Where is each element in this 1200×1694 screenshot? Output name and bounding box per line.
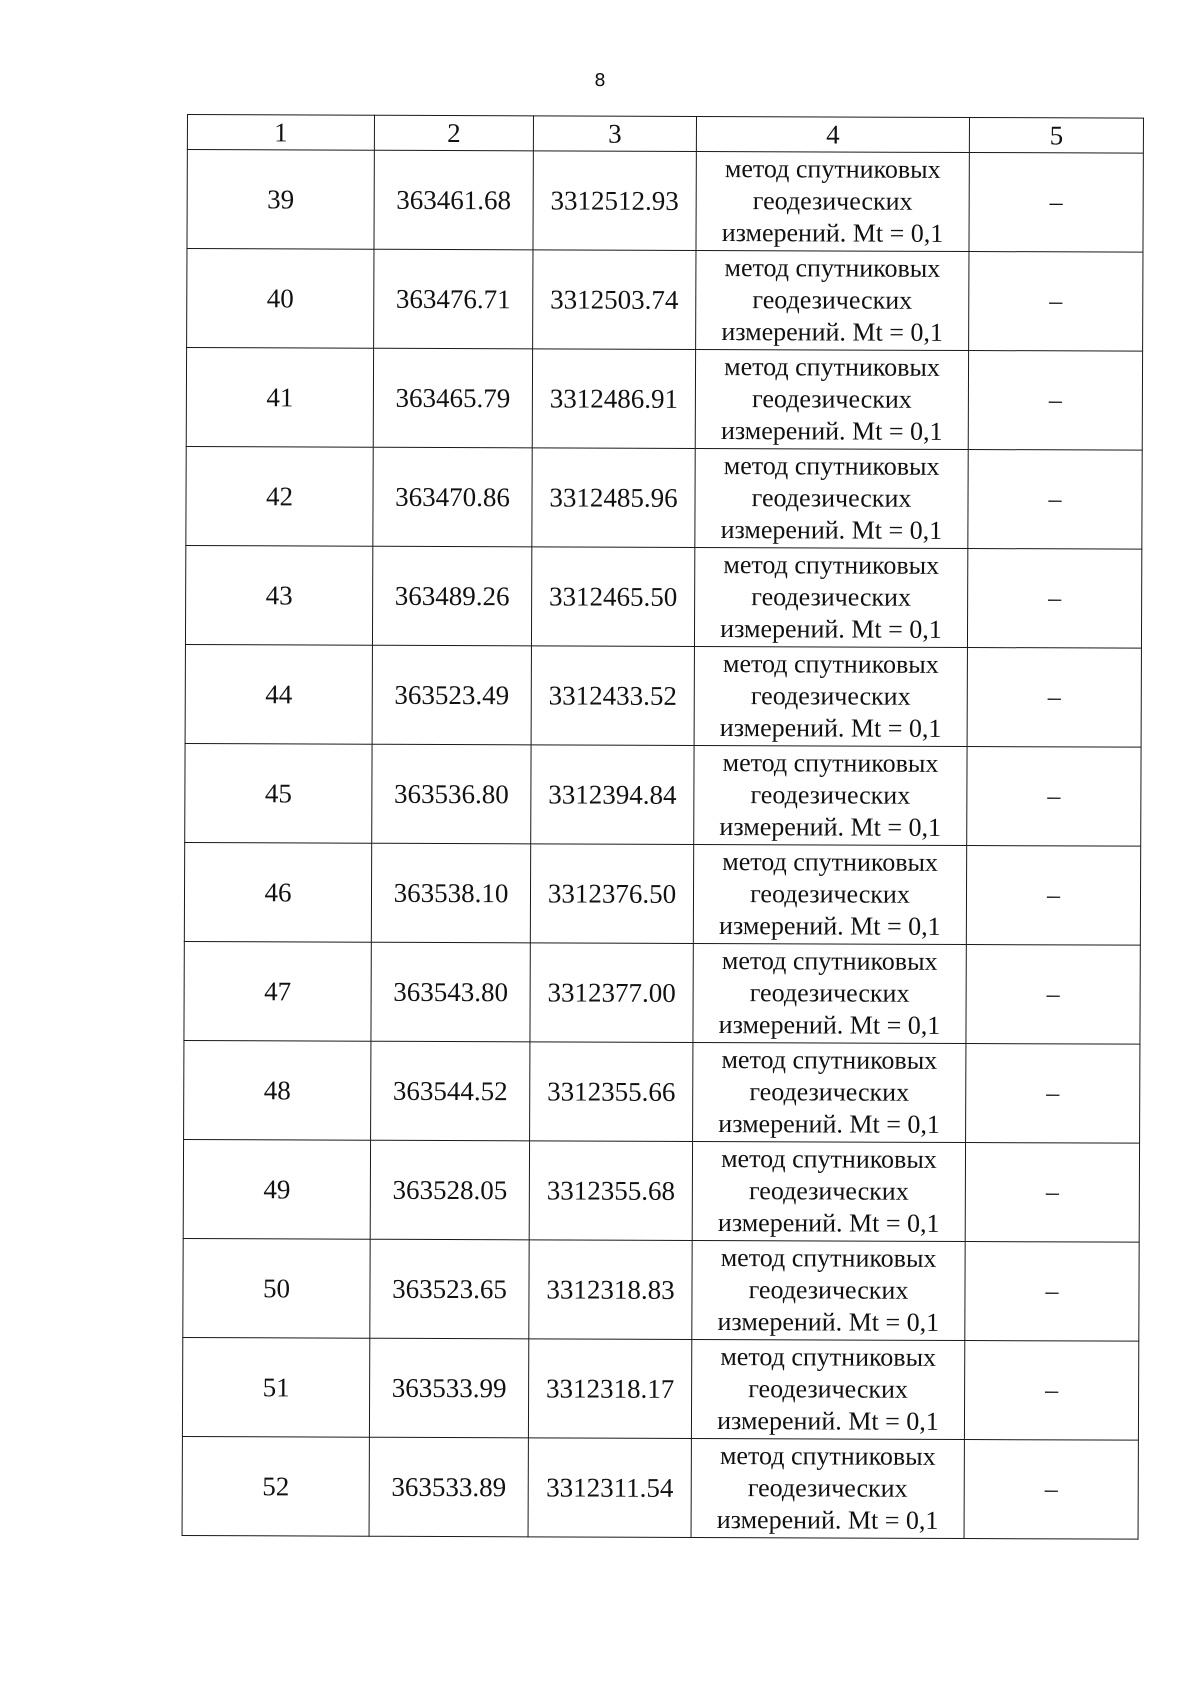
description-cell: – xyxy=(964,1340,1138,1440)
method-cell xyxy=(693,1042,966,1142)
table-row xyxy=(185,644,1141,747)
method-text-line: геодезических xyxy=(750,681,911,711)
method-text-line: метод спутниковых xyxy=(720,1342,937,1372)
x-coordinate-cell: 363544.52 xyxy=(371,1041,530,1141)
method-cell xyxy=(695,349,968,449)
x-coordinate-cell: 363533.89 xyxy=(369,1437,528,1537)
table-row xyxy=(183,1238,1139,1341)
method-text-line: измерений. Mt = 0,1 xyxy=(717,1406,939,1436)
method-text-line: геодезических xyxy=(748,1176,909,1206)
method-cell xyxy=(691,1339,964,1439)
method-text-line: геодезических xyxy=(752,186,913,216)
method-text-line: геодезических xyxy=(751,582,912,612)
method-text-line: геодезических xyxy=(749,1077,910,1107)
y-coordinate-cell: 3312486.91 xyxy=(532,349,695,449)
point-number-cell: 40 xyxy=(187,249,374,349)
method-text-line: измерений. Mt = 0,1 xyxy=(721,317,944,347)
y-coordinate-cell: 3312355.68 xyxy=(529,1141,692,1241)
description-cell: – xyxy=(966,944,1140,1044)
description-cell: – xyxy=(969,153,1143,253)
method-cell xyxy=(696,250,969,350)
method-text-line: метод спутниковых xyxy=(724,253,941,283)
method-text-line: геодезических xyxy=(749,978,910,1008)
y-coordinate-cell: 3312318.83 xyxy=(529,1240,692,1340)
description-cell: – xyxy=(967,746,1141,846)
table-row xyxy=(187,249,1143,352)
method-text-line: измерений. Mt = 0,1 xyxy=(721,218,944,248)
method-text-line: метод спутниковых xyxy=(723,451,940,481)
method-text-line: геодезических xyxy=(748,1275,909,1305)
x-coordinate-cell: 363536.80 xyxy=(372,744,531,844)
method-text-line: измерений. Mt = 0,1 xyxy=(717,1307,940,1337)
method-text-line: геодезических xyxy=(751,483,912,513)
method-cell xyxy=(695,448,968,548)
method-cell xyxy=(692,1240,965,1340)
point-number-cell: 39 xyxy=(187,150,374,250)
column-header-method: 4 xyxy=(696,116,969,152)
table-row xyxy=(185,545,1141,648)
method-text-line: метод спутниковых xyxy=(721,1144,937,1174)
point-number-cell: 41 xyxy=(186,348,373,448)
method-text-line: метод спутниковых xyxy=(721,946,938,976)
table-header-row xyxy=(187,115,1143,154)
point-number-cell: 49 xyxy=(183,1139,370,1239)
description-cell: – xyxy=(965,1142,1139,1242)
method-text-line: метод спутниковых xyxy=(724,352,940,382)
method-text-line: метод спутниковых xyxy=(722,748,939,778)
table-row xyxy=(182,1436,1138,1539)
description-cell: – xyxy=(967,648,1141,748)
point-number-cell: 51 xyxy=(182,1337,369,1437)
method-cell xyxy=(691,1438,964,1538)
y-coordinate-cell: 3312355.66 xyxy=(530,1042,693,1142)
point-number-cell: 46 xyxy=(184,842,371,942)
table-row xyxy=(182,1337,1138,1440)
column-header-x-coordinate: 2 xyxy=(374,115,533,151)
method-cell xyxy=(693,943,966,1043)
description-cell: – xyxy=(965,1241,1139,1341)
x-coordinate-cell: 363489.26 xyxy=(372,546,531,646)
point-number-cell: 45 xyxy=(185,743,372,843)
method-text-line: метод спутниковых xyxy=(722,649,939,679)
x-coordinate-cell: 363461.68 xyxy=(374,150,533,250)
method-text-line: измерений. Mt = 0,1 xyxy=(720,416,943,446)
column-header-y-coordinate: 3 xyxy=(533,116,696,152)
method-text-line: измерений. Mt = 0,1 xyxy=(720,614,942,644)
method-text-line: измерений. Mt = 0,1 xyxy=(720,515,943,545)
table-row xyxy=(183,1139,1139,1242)
method-text-line: измерений. Mt = 0,1 xyxy=(719,713,942,743)
description-cell: – xyxy=(967,549,1141,649)
method-text-line: геодезических xyxy=(750,879,910,909)
table-row xyxy=(186,446,1142,549)
method-text-line: измерений. Mt = 0,1 xyxy=(719,812,942,842)
coordinates-table xyxy=(182,114,1144,1540)
y-coordinate-cell: 3312377.00 xyxy=(530,943,693,1043)
x-coordinate-cell: 363465.79 xyxy=(373,348,532,448)
description-cell: – xyxy=(968,351,1142,451)
method-cell xyxy=(694,646,967,746)
method-text-line: измерений. Mt = 0,1 xyxy=(716,1505,939,1535)
y-coordinate-cell: 3312394.84 xyxy=(531,745,694,845)
page-number: 8 xyxy=(594,70,606,91)
method-text-line: геодезических xyxy=(752,285,913,315)
method-text-line: геодезических xyxy=(747,1473,908,1503)
method-cell xyxy=(694,745,967,845)
table-row xyxy=(184,941,1140,1044)
method-cell xyxy=(696,151,969,251)
method-text-line: измерений. Mt = 0,1 xyxy=(718,1010,941,1040)
method-text-line: метод спутниковых xyxy=(721,1045,938,1075)
column-header-point-number: 1 xyxy=(187,115,374,151)
x-coordinate-cell: 363523.49 xyxy=(372,645,531,745)
y-coordinate-cell: 3312433.52 xyxy=(531,646,694,746)
y-coordinate-cell: 3312318.17 xyxy=(528,1339,691,1439)
x-coordinate-cell: 363523.65 xyxy=(370,1239,529,1339)
x-coordinate-cell: 363528.05 xyxy=(370,1140,529,1240)
table-row xyxy=(185,743,1141,846)
description-cell: – xyxy=(964,1439,1138,1539)
x-coordinate-cell: 363533.99 xyxy=(369,1338,528,1438)
column-header-description: 5 xyxy=(969,118,1143,154)
method-text-line: измерений. Mt = 0,1 xyxy=(718,1109,940,1139)
table-row xyxy=(187,150,1143,253)
description-cell: – xyxy=(966,1043,1140,1143)
method-text-line: метод спутниковых xyxy=(722,847,939,877)
description-cell: – xyxy=(968,450,1142,550)
point-number-cell: 43 xyxy=(185,545,372,645)
method-text-line: метод спутниковых xyxy=(719,1441,936,1471)
method-text-line: метод спутниковых xyxy=(720,1243,937,1273)
x-coordinate-cell: 363538.10 xyxy=(371,843,530,943)
point-number-cell: 44 xyxy=(185,644,372,744)
point-number-cell: 47 xyxy=(184,941,371,1041)
point-number-cell: 48 xyxy=(184,1040,371,1140)
table-row xyxy=(184,1040,1140,1143)
y-coordinate-cell: 3312311.54 xyxy=(528,1438,691,1538)
y-coordinate-cell: 3312512.93 xyxy=(533,151,696,251)
point-number-cell: 42 xyxy=(186,446,373,546)
method-text-line: метод спутниковых xyxy=(724,154,941,184)
method-cell xyxy=(692,1141,965,1241)
y-coordinate-cell: 3312465.50 xyxy=(531,547,694,647)
y-coordinate-cell: 3312503.74 xyxy=(533,250,696,350)
table-row xyxy=(186,348,1142,451)
method-text-line: геодезических xyxy=(750,780,911,810)
method-text-line: измерений. Mt = 0,1 xyxy=(717,1208,940,1238)
method-text-line: измерений. Mt = 0,1 xyxy=(719,911,941,941)
x-coordinate-cell: 363470.86 xyxy=(373,447,532,547)
point-number-cell: 52 xyxy=(182,1436,369,1536)
method-text-line: геодезических xyxy=(748,1374,909,1404)
table-row xyxy=(184,842,1140,945)
method-text-line: геодезических xyxy=(751,384,912,414)
method-cell xyxy=(694,547,967,647)
point-number-cell: 50 xyxy=(183,1238,370,1338)
y-coordinate-cell: 3312376.50 xyxy=(530,844,693,944)
method-text-line: метод спутниковых xyxy=(723,550,940,580)
y-coordinate-cell: 3312485.96 xyxy=(532,448,695,548)
x-coordinate-cell: 363543.80 xyxy=(371,942,530,1042)
description-cell: – xyxy=(966,845,1140,945)
x-coordinate-cell: 363476.71 xyxy=(374,249,533,349)
method-cell xyxy=(693,844,966,944)
description-cell: – xyxy=(969,252,1143,352)
